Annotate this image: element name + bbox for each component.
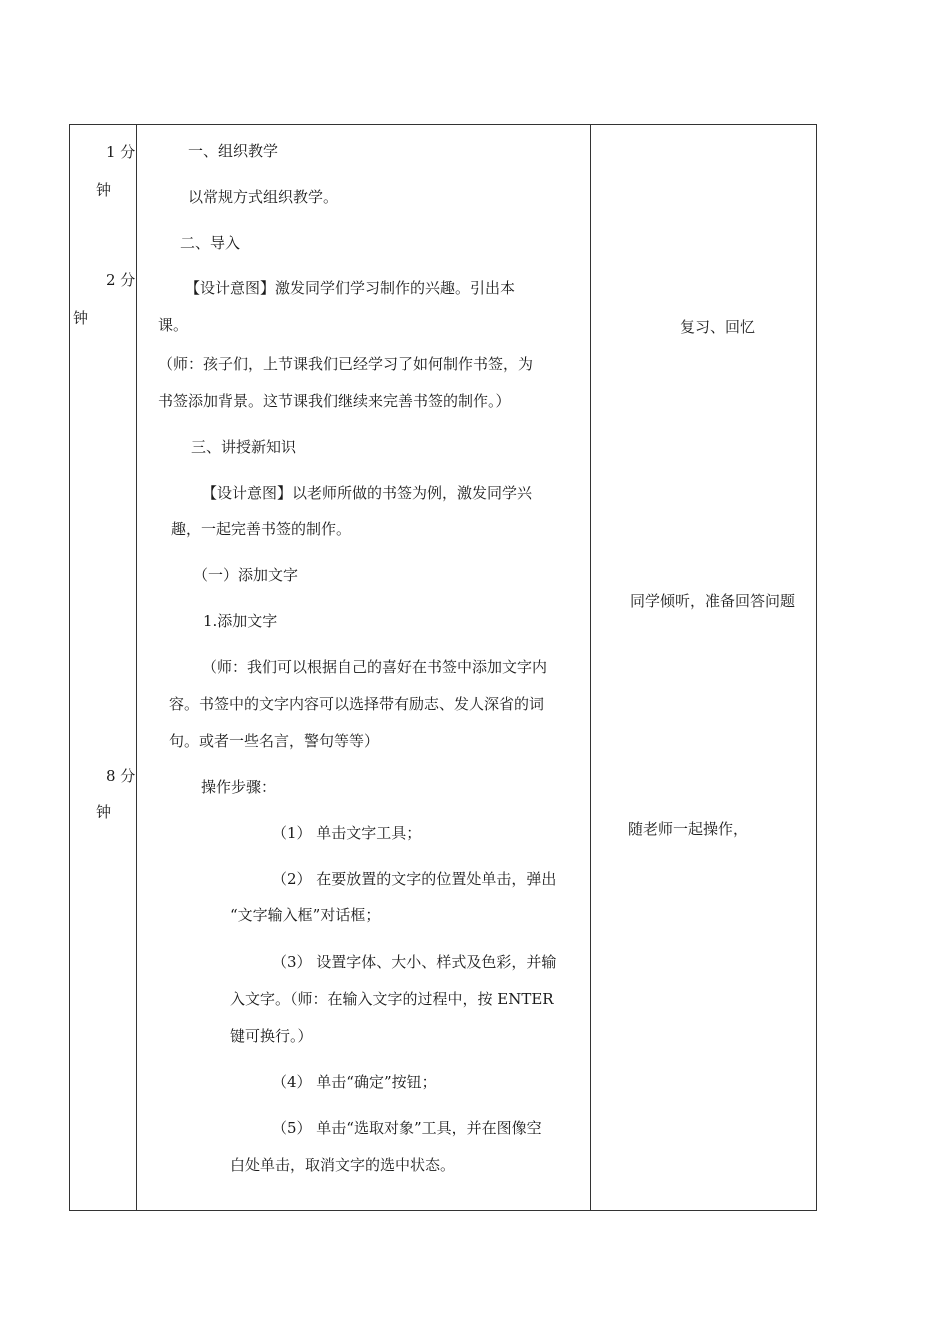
paragraph-organize: 以常规方式组织教学。 — [188, 188, 339, 206]
steps-title: 操作步骤： — [201, 778, 277, 796]
heading-organize: 一、组织教学 — [188, 142, 279, 160]
step-3-line1: （3） 设置字体、大小、样式及色彩，并输 — [272, 953, 557, 971]
heading-intro: 二、导入 — [180, 234, 241, 252]
step-4: （4） 单击“确定”按钮； — [272, 1073, 437, 1091]
subheading-add-text: 1.添加文字 — [203, 612, 278, 630]
column-divider-2 — [590, 125, 591, 1210]
teacher-note-1-line2: 书签添加背景。这节课我们继续来完善书签的制作。） — [158, 392, 511, 410]
step-1: （1） 单击文字工具； — [272, 824, 422, 842]
design-intent-1-line2: 课。 — [158, 316, 189, 334]
design-intent-2-line2: 趣，一起完善书签的制作。 — [171, 520, 352, 538]
time-1-minutes: 1 分 — [106, 143, 136, 161]
step-5-line2: 白处单击，取消文字的选中状态。 — [230, 1156, 456, 1174]
step-2-line1: （2） 在要放置的文字的位置处单击，弹出 — [272, 870, 557, 888]
design-intent-2-line1: 【设计意图】以老师所做的书签为例，激发同学兴 — [202, 484, 533, 502]
step-3-line3: 键可换行。） — [230, 1027, 313, 1045]
teacher-note-2-line2: 容。书签中的文字内容可以选择带有励志、发人深省的词 — [169, 695, 545, 713]
time-2-unit: 钟 — [73, 309, 89, 327]
step-3-line2: 入文字。（师：在输入文字的过程中，按 ENTER — [230, 990, 554, 1008]
student-activity-listen: 同学倾听，准备回答问题 — [630, 592, 796, 610]
heading-new-knowledge: 三、讲授新知识 — [191, 438, 297, 456]
step-2-line2: “文字输入框”对话框； — [230, 906, 381, 924]
time-1-unit: 钟 — [96, 181, 112, 199]
teacher-note-1-line1: （师：孩子们，上节课我们已经学习了如何制作书签，为 — [158, 355, 534, 373]
heading-add-text: （一）添加文字 — [193, 566, 299, 584]
step-5-line1: （5） 单击“选取对象”工具，并在图像空 — [272, 1119, 542, 1137]
time-3-unit: 钟 — [96, 803, 112, 821]
teacher-note-2-line3: 句。或者一些名言，警句等等） — [169, 732, 380, 750]
time-2-minutes: 2 分 — [106, 271, 136, 289]
teacher-note-2-line1: （师：我们可以根据自己的喜好在书签中添加文字内 — [202, 658, 548, 676]
lesson-plan-table — [69, 124, 817, 1211]
student-activity-review: 复习、回忆 — [680, 318, 756, 336]
student-activity-follow: 随老师一起操作， — [628, 820, 749, 838]
time-3-minutes: 8 分 — [106, 767, 136, 785]
column-divider-1 — [136, 125, 137, 1210]
design-intent-1-line1: 【设计意图】激发同学们学习制作的兴趣。引出本 — [185, 279, 516, 297]
